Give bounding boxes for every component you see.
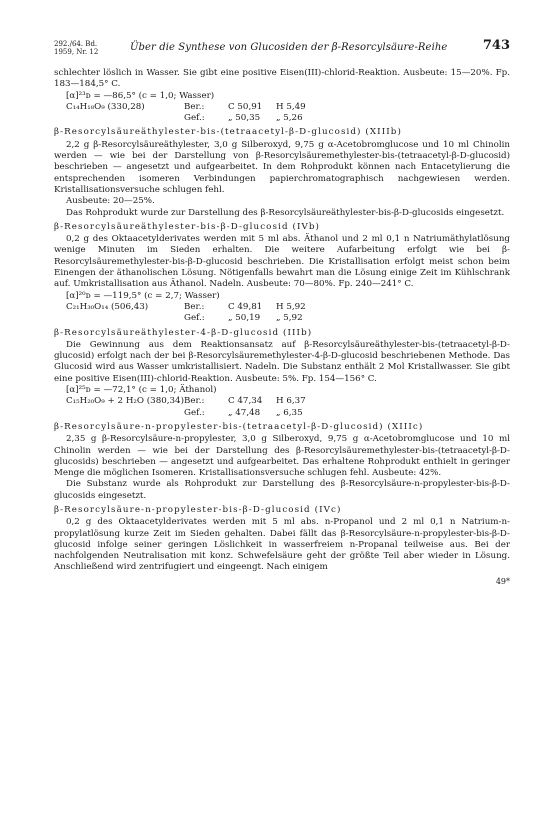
section-body: Die Gewinnung aus dem Reaktionsansatz auf β-Resorcylsäureäthylester-bis-(tetraacetyl-β-D-glucosid) erfolgt nach der bei β-Resorcylsäuremethylester-4-β-D-glucosid beschriebenen Methode. Das Glucosid wird aus Wasser umkristallisiert. Nadeln. Die Substanz enthält 2 Mol Kristallwasser. Sie gibt eine positive Eisen(III)-chlorid-Reaktion. Ausbeute: 5%. Fp. 154—156° C. [54,339,510,384]
found-hydrogen: „ 5,26 [276,113,303,124]
analysis-calculated-row [66,102,510,113]
found-label: Gef.: [184,113,205,124]
found-carbon: „ 50,35 [228,113,261,124]
found-hydrogen: „ 5,92 [276,313,303,324]
found-label: Gef.: [184,407,205,418]
section-heading: β-Resorcylsäureäthylester-bis-β-D-glucosid (IVb) [54,221,321,232]
analysis-calculated-row [66,302,510,313]
calc-carbon: C 50,91 [228,101,263,112]
section-heading: β-Resorcylsäure-n-propylester-bis-(tetraacetyl-β-D-glucosid) (XIIIc) [54,421,424,432]
analysis-found-row [66,313,510,324]
optical-rotation: [α]²⁵ᴅ = —72,1° (c = 1,0; Äthanol) [66,385,217,396]
calc-label: Ber.: [184,396,205,407]
analysis-calculated-row [66,396,510,407]
molecular-formula: C₂₁H₃₀O₁₄ (506,43) [66,301,149,312]
molecular-formula: C₁₅H₂₀O₉ + 2 H₂O (380,34) [66,396,184,407]
optical-rotation: [α]²⁰ᴅ = —119,5° (c = 2,7; Wasser) [66,290,220,301]
section-heading: β-Resorcylsäure-n-propylester-bis-β-D-glucosid (IVc) [54,504,342,515]
journal-page [54,38,510,587]
found-carbon: „ 47,48 [228,407,261,418]
analysis-found-row [66,113,510,124]
section-body: 0,2 g des Oktaacetylderivates werden mit 5 ml abs. Äthanol und 2 ml 0,1 n Natriumäthylatlösung wenige Minuten im Sieden erhalten. Die weitere Aufarbeitung erfolgt wie bei β-Resorcylsäuremethylester-bis-β-D-glucosid beschrieben. Die Kristallisation erfolgt meist schon beim Einengen der äthanolischen Lösung. Nötigenfalls bewahrt man die Lösung einige Zeit im Kühlschrank auf. Umkristallisation aus Äthanol. Nadeln. Ausbeute: 70—80%. Fp. 240—241° C. [54,234,510,290]
calc-hydrogen: H 6,37 [276,396,306,407]
journal-reference [54,40,98,56]
section-heading: β-Resorcylsäureäthylester-4-β-D-glucosid (IIIb) [54,327,313,338]
optical-rotation: [α]²³ᴅ = —86,5° (c = 1,0; Wasser) [66,90,215,101]
running-header [54,40,510,62]
calc-carbon: C 47,34 [228,396,263,407]
signature-mark: 49* [495,577,510,587]
paragraph-continuation: schlechter löslich in Wasser. Sie gibt eine positive Eisen(III)-chlorid-Reaktion. Ausbeute: 15—20%. Fp. 183—184,5° C. [54,68,510,90]
found-label: Gef.: [184,313,205,324]
found-carbon: „ 50,19 [228,313,261,324]
calc-label: Ber.: [184,101,205,112]
section-body: 2,35 g β-Resorcylsäure-n-propylester, 3,0 g Silberoxyd, 9,75 g α-Acetobromglucose und 10 ml Chinolin werden — wie bei der Darstellung des β-Resorcylsäuremethylester-bis-(tetraacetyl-β-D-glucosids) beschrieben — angesetzt und aufgearbeitet. Das erhaltene Rohprodukt enthielt in geringer Menge die möglichen Isomeren. Kristallisationsversuche schlugen fehl. Ausbeute: 42%. [54,434,510,479]
section-body: 0,2 g des Oktaacetylderivates werden mit 5 ml abs. n-Propanol und 2 ml 0,1 n Natrium-n-propylatlösung kurze Zeit im Sieden gehalten. Dabei fällt das β-Resorcylsäure-n-propylester-bis-β-D-glucosid infolge seiner geringen Löslichkeit in wasserfreiem n-Propanal teilweise aus. Bei der nachfolgenden Neutralisation mit konz. Schwefelsäure geht der größte Teil aber wieder in Lösung. Anschließend wird zentrifugiert und eingeengt. Nach einigem [54,517,510,573]
yield-line: Ausbeute: 20—25%. [66,196,155,207]
found-hydrogen: „ 6,35 [276,407,303,418]
journal-issue: 1959, Nr. 12 [54,48,99,56]
analysis-found-row [66,408,510,419]
calc-label: Ber.: [184,301,205,312]
calc-hydrogen: H 5,49 [276,101,306,112]
molecular-formula: C₁₄H₁₈O₉ (330,28) [66,101,145,112]
section-note: Das Rohprodukt wurde zur Darstellung des β-Resorcylsäureäthylester-bis-β-D-glucosids eingesetzt. [66,207,505,218]
calc-carbon: C 49,81 [228,301,263,312]
journal-volume: 292./64. Bd. [54,40,98,48]
running-title: Über die Synthese von Glucosiden der β-Resorcylsäure-Reihe [130,42,448,53]
section-heading: β-Resorcylsäureäthylester-bis-(tetraacetyl-β-D-glucosid) (XIIIb) [54,127,402,138]
section-body: 2,2 g β-Resorcylsäureäthylester, 3,0 g Silberoxyd, 9,75 g α-Acetobromglucose und 10 ml Chinolin werden — wie bei der Darstellung von β-Resorcylsäuremethylester-bis-(tetraacetyl-β-D-glucosid) beschrieben — angesetzt und aufgearbeitet. In dem Rohprodukt können nach Entacetylierung die entsprechenden isomeren Verbindungen papierchromatographisch nachgewiesen werden. Kristallisationsversuche schlugen fehl. [54,139,510,195]
page-number: 743 [482,38,510,53]
section-note: Die Substanz wurde als Rohprodukt zur Darstellung des β-Resorcylsäure-n-propylester-bis-β-D-glucosids eingesetzt. [54,479,510,501]
calc-hydrogen: H 5,92 [276,301,306,312]
